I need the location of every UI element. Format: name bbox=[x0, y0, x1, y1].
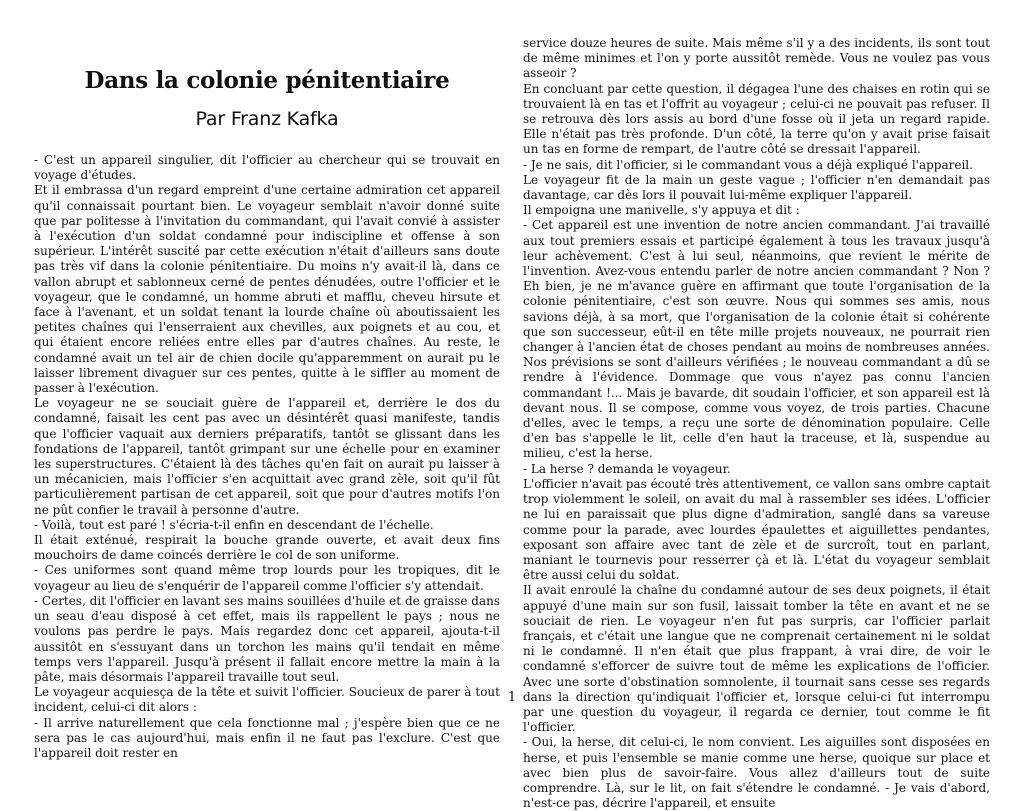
right-column bbox=[523, 36, 990, 811]
paragraph: Il avait enroulé la chaîne du condamné autour de ses deux poignets, il était appuyé d'une main sur son fusil, laissait tomber la tête en avant et ne se souciait de rien. Le voyageur n'en fut pas surpris, car l'officier parlait français, et c'était une langue que ne comprenait certainement ni le soldat ni le condamné. Il n'en était que plus frappant, à vrai dire, de voir le condamné s'efforcer de suivre tout de même les explications de l'officier. Avec une sorte d'obstination somnolente, il tournait sans cesse ses regards dans la direction qu'indiquait l'officier et, lorsque celui-ci fut interrompu par une question du voyageur, il regarda ce dernier, tout comme le fit l'officier. bbox=[523, 583, 990, 735]
paragraph: Et il embrassa d'un regard empreint d'une certaine admiration cet appareil qu'il connaissait pourtant bien. Le voyageur semblait n'avoir donné suite que par politesse à l'invitation du commandant, qui l'avait convié à assister à l'exécution d'un soldat condamné pour indiscipline et offense à son supérieur. L'intérêt suscité par cette exécution n'était d'ailleurs sans doute pas très vif dans la colonie pénitentiaire. Du moins n'y avait-il là, dans ce vallon abrupt et sablonneux cerné de pentes dénudées, outre l'officier et le voyageur, que le condamné, un homme abruti et mafflu, cheveu hirsute et face à l'avenant, et un soldat tenant la lourde chaîne où aboutissaient les petites chaînes qui l'enserraient aux chevilles, aux poignets et au cou, et qui étaient encore reliées entre elles par d'autres chaînes. Au reste, le condamné avait un tel air de chien docile qu'apparemment on aurait pu le laisser librement divaguer sur ces pentes, quitte à le siffler au moment de passer à l'exécution. bbox=[34, 183, 500, 396]
paragraph: service douze heures de suite. Mais même s'il y a des incidents, ils sont tout de même minimes et l'on y porte aussitôt remède. Vous ne voulez pas vous asseoir ? bbox=[523, 36, 990, 81]
document-title: Dans la colonie pénitentiaire bbox=[84, 67, 450, 94]
paragraph: - Certes, dit l'officier en lavant ses mains souillées d'huile et de graisse dans un seau d'eau disposé à cet effet, mais ils rappellent le pays ; nous ne voulons pas perdre le pays. Mais regardez donc cet appareil, ajouta-t-il aussitôt en s'essuyant dans un torchon les mains qu'il tendait en même temps vers l'appareil. Jusqu'à présent il fallait encore mettre la main à la pâte, mais désormais l'appareil travaille tout seul. bbox=[34, 593, 500, 684]
paragraph: - C'est un appareil singulier, dit l'officier au chercheur qui se trouvait en voyage d'études. bbox=[34, 153, 500, 183]
paragraph: - Voilà, tout est paré ! s'écria-t-il enfin en descendant de l'échelle. bbox=[34, 517, 434, 532]
paragraph: Il était exténué, respirait la bouche grande ouverte, et avait deux fins mouchoirs de dame coincés derrière le col de son uniforme. bbox=[34, 533, 500, 563]
paragraph: Il empoigna une manivelle, s'y appuya et dit : bbox=[523, 203, 800, 218]
paragraph: En concluant par cette question, il dégagea l'une des chaises en rotin qui se trouvaient là en tas et l'offrit au voyageur ; celui-ci ne pouvait pas refuser. Il se retrouva dès lors assis au bord d'une fosse où il jeta un regard rapide. Elle n'était pas très profonde. D'un côté, la terre qu'on y avait prise faisait un tas en forme de rempart, de l'autre côté se dressait l'appareil. bbox=[523, 81, 990, 157]
paragraph: Le voyageur acquiesça de la tête et suivit l'officier. Soucieux de parer à tout incident, celui-ci dit alors : bbox=[34, 685, 500, 715]
paragraph: - Ces uniformes sont quand même trop lourds pour les tropiques, dit le voyageur au lieu de s'enquérir de l'appareil comme l'officier s'y attendait. bbox=[34, 563, 500, 593]
paragraph: - La herse ? demanda le voyageur. bbox=[523, 461, 731, 476]
document-author: Par Franz Kafka bbox=[195, 108, 339, 130]
paragraph: L'officier n'avait pas écouté très attentivement, ce vallon sans ombre captait trop violemment le soleil, on avait du mal à rassembler ses idées. L'officier ne lui en paraissait que plus digne d'admiration, sanglé dans sa vareuse comme pour la parade, avec lourdes épaulettes et aiguillettes pendantes, exposant son affaire avec tant de zèle et de surcroît, tout en parlant, maniant le tournevis pour resserrer çà et là. L'état du voyageur semblait être aussi celui du soldat. bbox=[523, 476, 990, 583]
paragraph: Le voyageur ne se souciait guère de l'appareil et, derrière le dos du condamné, faisait les cent pas avec un désintérêt quasi manifeste, tandis que l'officier vaquait aux derniers préparatifs, tantôt se glissant dans les fondations de l'appareil, tantôt grimpant sur une échelle pour en examiner les superstructures. C'étaient là des tâches qu'en fait on aurait pu laisser à un mécanicien, mais l'officier s'en acquittait avec grand zèle, soit qu'il fût particulièrement partisan de cet appareil, soit que pour d'autres motifs l'on ne pût confier le travail à personne d'autre. bbox=[34, 396, 500, 517]
paragraph: - Je ne sais, dit l'officier, si le commandant vous a déjà expliqué l'appareil. bbox=[523, 157, 973, 172]
page-number: 1 bbox=[507, 690, 517, 705]
paragraph: - Oui, la herse, dit celui-ci, le nom convient. Les aiguilles sont disposées en herse, et puis l'ensemble se manie comme une herse, quoique sur place et avec bien plus de savoir-faire. Vous allez d'ailleurs tout de suite comprendre. Là, sur le lit, on fait s'étendre le condamné. - Je vais d'abord, n'est-ce pas, décrire l'appareil, et ensuite bbox=[523, 735, 990, 811]
paragraph: - Il arrive naturellement que cela fonctionne mal ; j'espère bien que ce ne sera pas le cas aujourd'hui, mais enfin il ne faut pas l'exclure. C'est que l'appareil doit rester en bbox=[34, 715, 500, 760]
paragraph: - Cet appareil est une invention de notre ancien commandant. J'ai travaillé aux tout premiers essais et participé également à tous les travaux jusqu'à leur achèvement. C'est à lui seul, néanmoins, que revient le mérite de l'invention. Avez-vous entendu parler de notre ancien commandant ? Non ? Eh bien, je ne m'avance guère en affirmant que toute l'organisation de la colonie pénitentiaire, c'est son œuvre. Nous qui sommes ses amis, nous savions déjà, à sa mort, que l'organisation de la colonie était si cohérente que son successeur, eût-il en tête mille projets nouveaux, ne pourrait rien changer à l'ancien état de choses pendant au moins de nombreuses années. Nos prévisions se sont d'ailleurs vérifiées ; le nouveau commandant a dû se rendre à l'évidence. Dommage que vous n'ayez pas connu l'ancien commandant !... Mais je bavarde, dit soudain l'officier, et son appareil est là devant nous. Il se compose, comme vous voyez, de trois parties. Chacune d'elles, avec le temps, a reçu une sorte de dénomination populaire. Celle d'en bas s'appelle le lit, celle d'en haut la traceuse, et là, suspendue au milieu, c'est la herse. bbox=[523, 218, 990, 461]
paragraph: Le voyageur fit de la main un geste vague ; l'officier n'en demandait pas davantage, car dès lors il pouvait lui-même expliquer l'appareil. bbox=[523, 172, 990, 203]
left-column bbox=[34, 0, 500, 760]
